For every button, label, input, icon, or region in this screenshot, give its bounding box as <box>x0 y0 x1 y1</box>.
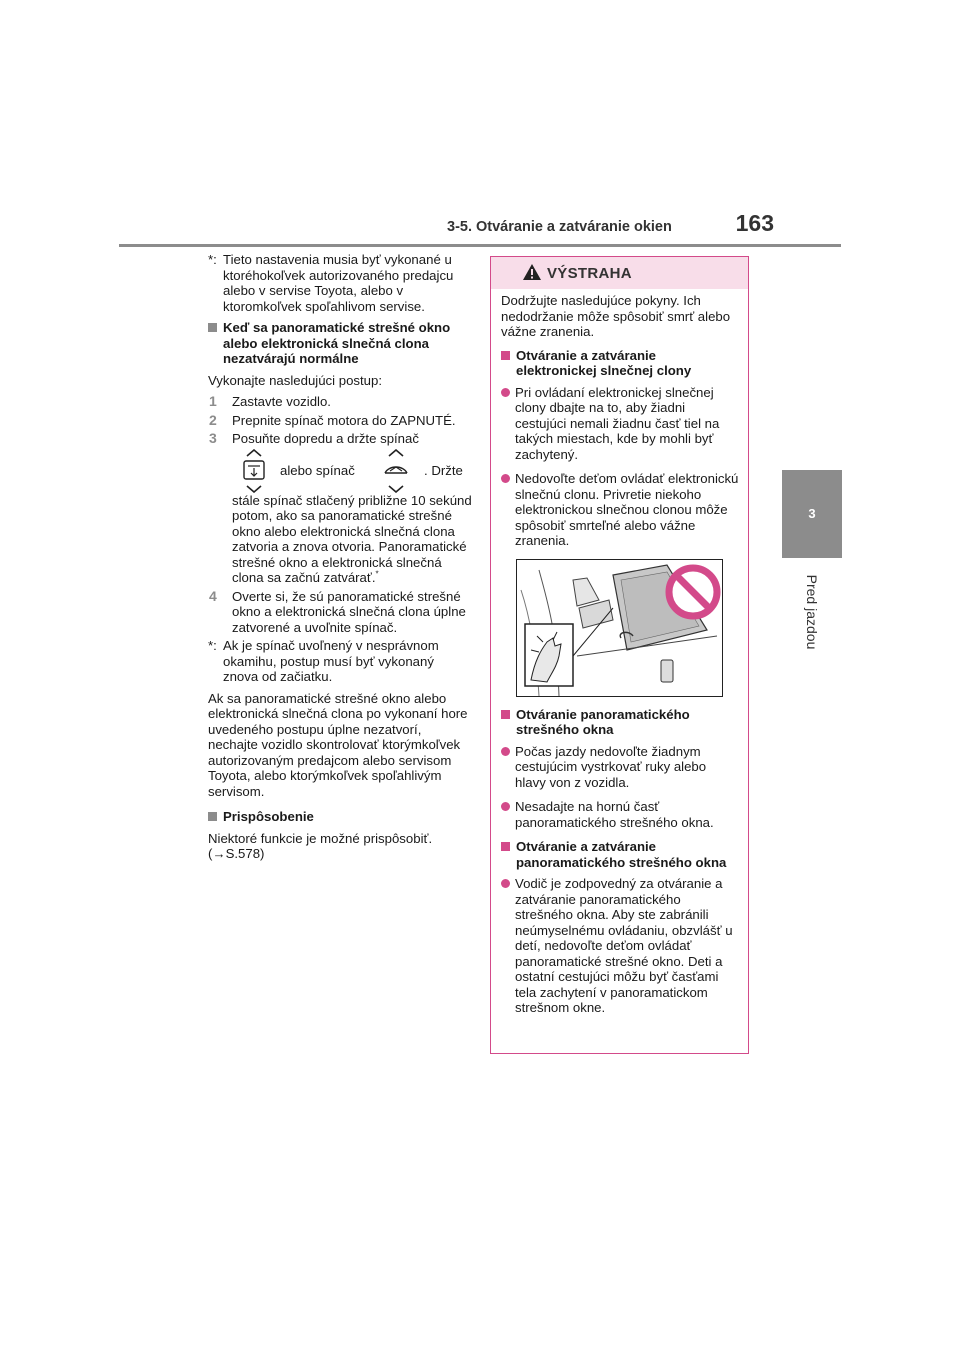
bullet-text: Nesadajte na hornú časť panoramatického strešného okna. <box>515 799 714 830</box>
warning-heading-sunshade <box>501 348 739 379</box>
chapter-label <box>798 562 826 662</box>
sunshade-switch-icon <box>240 449 268 493</box>
square-bullet-icon <box>208 812 217 821</box>
bullet-dot-icon <box>501 802 510 811</box>
step-2 <box>208 413 472 429</box>
warning-bullet <box>501 799 739 830</box>
procedure-intro: Vykonajte nasledujúci postup: <box>208 372 382 388</box>
warning-bullet <box>501 876 739 1016</box>
roof-switch-icon <box>382 449 410 493</box>
warning-heading-opening-roof <box>501 707 739 738</box>
bullet-text: Počas jazdy nedovoľte žiadnym cestujúcim vystrkovať ruky alebo hlavy von z vozidla. <box>515 743 707 790</box>
square-bullet-icon <box>501 710 510 719</box>
warning-body <box>491 289 748 1016</box>
left-column <box>208 252 472 862</box>
step-text: Prepnite spínač motora do ZAPNUTÉ. <box>232 412 456 428</box>
footnote-text: Tieto nastavenia musia byť vykonané u ktoréhokoľvek autorizovaného predajcu alebo v servise Toyota, alebo v ktoromkoľvek spoľahlivom servise. <box>223 252 454 314</box>
square-bullet-icon <box>501 351 510 360</box>
footnote-mark: *: <box>208 252 217 267</box>
warning-header <box>491 257 748 289</box>
step-4 <box>208 589 472 636</box>
step-number: 1 <box>209 393 217 409</box>
heading-not-closing <box>208 320 472 367</box>
step-3 <box>208 431 472 447</box>
bullet-text: Vodič je zodpovedný za otváranie a zatváranie panoramatického strešného okna. Aby ste zabránili neúmyselnému ovládaniu, obzvlášť u detí, nedovoľte deťom ovládať panoramatické strešné okno. Deti a ostatní cestujúci môžu byť časťami tela zachytení v panoramatickom strešnom okne. <box>515 876 733 1015</box>
bullet-dot-icon <box>501 747 510 756</box>
footnote-mark: *: <box>208 638 217 653</box>
step-text: Posuňte dopredu a držte spínač <box>232 431 419 446</box>
bullet-dot-icon <box>501 879 510 888</box>
step-text: Overte si, že sú panoramatické strešné okno a elektronická slnečná clona úplne zatvorené a uvoľnite spínač. <box>232 588 466 635</box>
chapter-tab: 3 <box>782 470 842 558</box>
header-rule <box>119 244 841 247</box>
dealer-paragraph: Ak sa panoramatické strešné okno alebo elektronická slnečná clona po vykonaní hore uvedeného postupu úplne nezatvorí, nechajte vozidlo skontrolovať ktorýmkoľvek autorizovaným predajcom alebo servisom Toyota, alebo ktorýmkoľvek spoľahlivým servisom. <box>208 690 468 799</box>
step-number: 4 <box>209 587 217 604</box>
step-text: stále spínač stlačený približne 10 sekúnd potom, ako sa panoramatické strešné okno alebo elektronická slnečná clona zatvoria a znova otvoria. Panoramatické strešné okno a elektronická slnečná clona sa začnú zatvárať. <box>232 492 472 585</box>
page-reference-link[interactable]: (→S.578) <box>208 846 265 861</box>
heading-text: Keď sa panoramatické strešné okno alebo elektronická slnečná clona nezatvárajú normálne <box>223 320 451 366</box>
step-3-continuation <box>232 493 472 586</box>
warning-heading-roof-operation <box>501 839 739 870</box>
customization-text: Niektoré funkcie je možné prispôsobiť. <box>208 830 433 846</box>
step-3-switches <box>232 449 472 493</box>
warning-bullet <box>501 471 739 549</box>
warning-bullet <box>501 744 739 791</box>
warning-triangle-icon <box>522 263 542 281</box>
switch-text: . Držte <box>424 462 463 478</box>
bullet-dot-icon <box>501 474 510 483</box>
warning-title: VÝSTRAHA <box>547 265 632 282</box>
footnote-text: Ak je spínač uvoľnený v nesprávnom okamihu, postup musí byť vykonaný znova od začiatku. <box>223 638 439 684</box>
hand-caught-sunshade-illustration <box>517 560 722 696</box>
prohibition-illustration <box>516 559 723 697</box>
bullet-dot-icon <box>501 388 510 397</box>
step-1 <box>208 394 472 410</box>
heading-customization <box>208 809 472 825</box>
warning-box <box>490 256 749 1054</box>
warning-intro: Dodržujte nasledujúce pokyny. Ich nedodržanie môže spôsobiť smrť alebo vážne zranenia. <box>501 293 731 339</box>
step-text: Zastavte vozidlo. <box>232 394 331 409</box>
square-bullet-icon <box>501 842 510 851</box>
footnote-settings <box>208 252 472 314</box>
heading-text: Otváranie panoramatického strešného okna <box>516 706 690 737</box>
warning-bullet <box>501 385 739 463</box>
switch-text: alebo spínač <box>280 462 355 478</box>
bullet-text: Pri ovládaní elektronickej slnečnej clony dbajte na to, aby žiadni cestujúci nemali žiadnu časť tiel na takých miestach, kde by mohli byť zachytený. <box>515 384 720 462</box>
section-title: 3-5. Otváranie a zatváranie okien <box>447 219 672 235</box>
heading-text: Otváranie a zatváranie elektronickej slnečnej clony <box>516 347 692 378</box>
page-number: 163 <box>735 210 774 236</box>
bullet-text: Nedovoľte deťom ovládať elektronickú slnečnú clonu. Privretie niekoho elektronickou slnečnou clonou môže spôsobiť smrteľné alebo vážne zranenia. <box>515 471 739 548</box>
step-number: 2 <box>209 411 217 428</box>
footnote-timing <box>208 638 472 685</box>
chapter-title: Pred jazdou <box>804 574 820 650</box>
step-number: 3 <box>209 430 217 446</box>
heading-text: Otváranie a zatváranie panoramatického strešného okna <box>516 839 727 870</box>
square-bullet-icon <box>208 323 217 332</box>
footnote-reference: * <box>375 569 379 579</box>
heading-text: Prispôsobenie <box>223 809 314 824</box>
